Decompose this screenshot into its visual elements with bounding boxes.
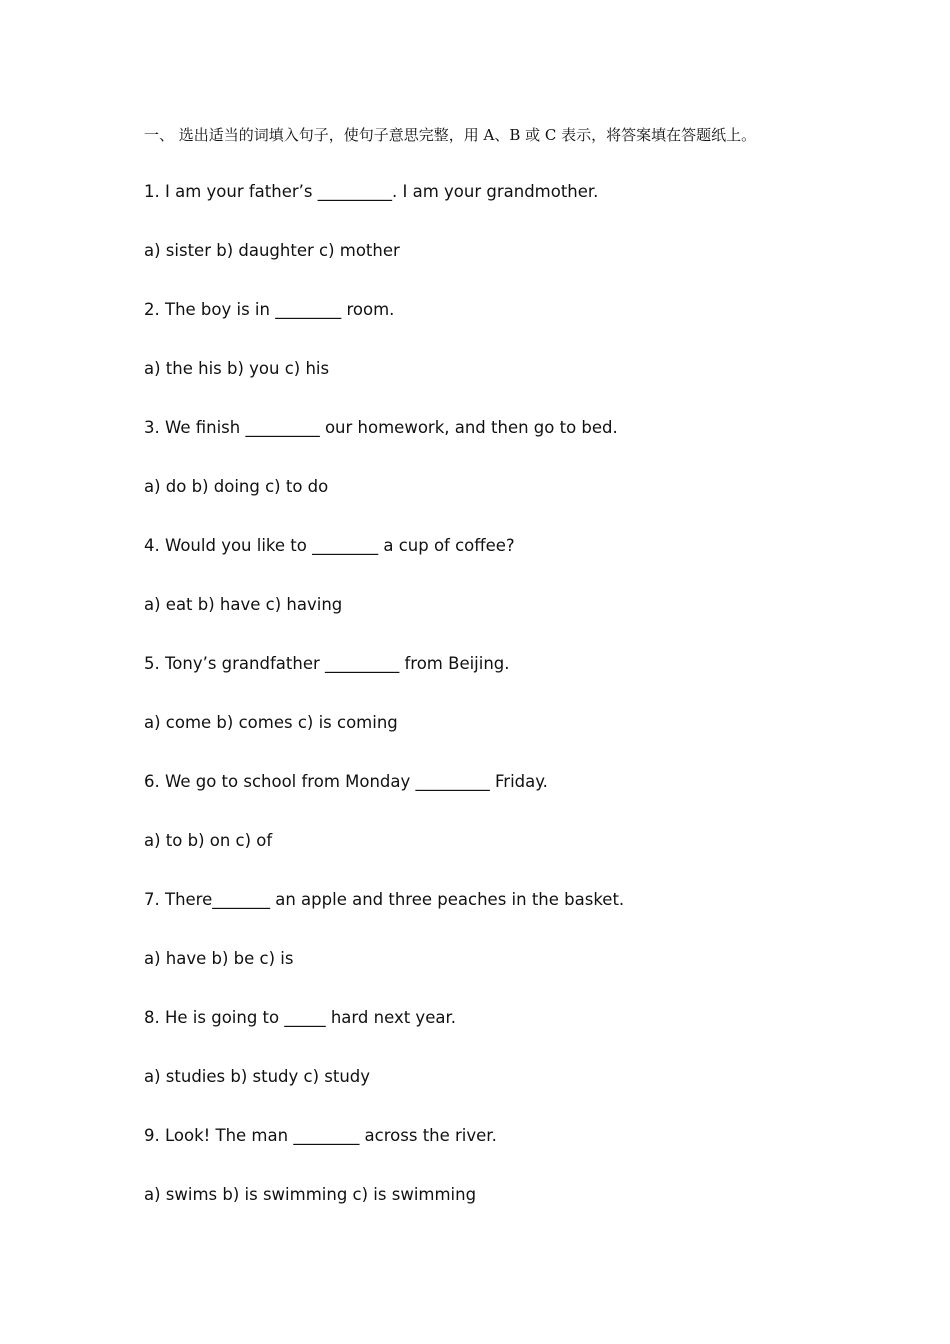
- question-2: 2. The boy is in ________ room.: [144, 300, 395, 319]
- options-5: a) come b) comes c) is coming: [144, 713, 398, 732]
- question-5: 5. Tony’s grandfather _________ from Beijing.: [144, 654, 510, 673]
- options-4: a) eat b) have c) having: [144, 595, 343, 614]
- question-4: 4. Would you like to ________ a cup of coffee?: [144, 536, 515, 555]
- question-7: 7. There_______ an apple and three peaches in the basket.: [144, 890, 625, 909]
- question-9: 9. Look! The man ________ across the river.: [144, 1126, 497, 1145]
- options-1: a) sister b) daughter c) mother: [144, 241, 400, 260]
- options-6: a) to b) on c) of: [144, 831, 273, 850]
- question-1: 1. I am your father’s _________. I am your grandmother.: [144, 182, 599, 201]
- question-8: 8. He is going to _____ hard next year.: [144, 1008, 456, 1027]
- question-3: 3. We finish _________ our homework, and then go to bed.: [144, 418, 618, 437]
- options-7: a) have b) be c) is: [144, 949, 294, 968]
- question-6: 6. We go to school from Monday _________ Friday.: [144, 772, 548, 791]
- options-9: a) swims b) is swimming c) is swimming: [144, 1185, 477, 1204]
- section-heading: 一、 选出适当的词填入句子，使句子意思完整，用 A、B 或 C 表示，将答案填在答题纸上。: [144, 126, 757, 144]
- options-2: a) the his b) you c) his: [144, 359, 330, 378]
- options-3: a) do b) doing c) to do: [144, 477, 329, 496]
- options-8: a) studies b) study c) study: [144, 1067, 371, 1086]
